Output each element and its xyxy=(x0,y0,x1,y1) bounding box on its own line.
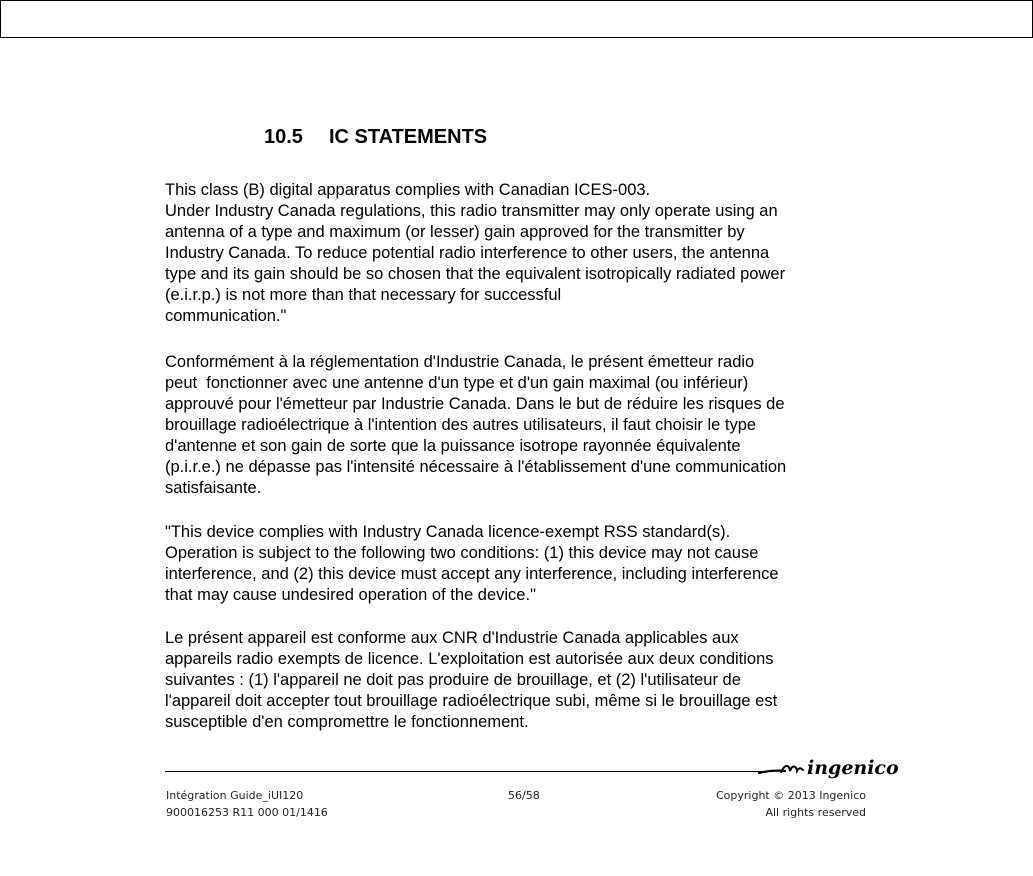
rights-text: All rights reserved xyxy=(765,806,866,819)
ingenico-logo xyxy=(757,754,899,784)
text-line: susceptible d'en compromettre le fonctionnement. xyxy=(165,713,529,731)
text-line: brouillage radioélectrique à l'intention des autres utilisateurs, il faut choisir le type xyxy=(165,416,757,434)
text-line: l'appareil doit accepter tout brouillage radioélectrique subi, même si le brouillage est xyxy=(165,692,778,710)
text-line: "This device complies with Industry Canada licence-exempt RSS standard(s). xyxy=(165,523,731,541)
section-heading xyxy=(264,126,487,149)
footer-doc-title: Intégration Guide_iUI120 xyxy=(166,789,304,802)
paragraph-french-antenna xyxy=(165,352,875,499)
section-title: IC STATEMENTS xyxy=(329,126,488,148)
section-number: 10.5 xyxy=(264,126,303,148)
text-line: Le présent appareil est conforme aux CNR d'Industrie Canada applicables aux xyxy=(165,629,739,647)
text-line: type and its gain should be so chosen that the equivalent isotropically radiated power xyxy=(165,265,786,283)
text-line: satisfaisante. xyxy=(165,479,262,497)
text-line: appareils radio exempts de licence. L'exploitation est autorisée aux deux conditions xyxy=(165,650,774,668)
top-frame-bar xyxy=(0,0,1033,38)
text-line: Conformément à la réglementation d'Industrie Canada, le présent émetteur radio xyxy=(165,353,755,371)
text-line: Under Industry Canada regulations, this radio transmitter may only operate using an xyxy=(165,202,778,220)
text-line: that may cause undesired operation of the device." xyxy=(165,586,536,604)
text-line: Industry Canada. To reduce potential radio interference to other users, the antenna xyxy=(165,244,770,262)
text-line: communication." xyxy=(165,307,287,325)
paragraph-ices-statement xyxy=(165,180,875,327)
text-line: antenna of a type and maximum (or lesser) gain approved for the transmitter by xyxy=(165,223,745,241)
text-line: approuvé pour l'émetteur par Industrie Canada. Dans le but de réduire les risques de xyxy=(165,395,785,413)
text-line: This class (B) digital apparatus complies with Canadian ICES-003. xyxy=(165,181,651,199)
text-line: (e.i.r.p.) is not more than that necessary for successful xyxy=(165,286,562,304)
footer-copyright xyxy=(716,787,866,821)
text-line: (p.i.r.e.) ne dépasse pas l'intensité nécessaire à l'établissement d'une communication xyxy=(165,458,787,476)
footer-doc-info xyxy=(166,787,328,821)
footer-divider xyxy=(165,771,763,772)
text-line: Operation is subject to the following two conditions: (1) this device may not cause xyxy=(165,544,759,562)
text-line: peut fonctionner avec une antenne d'un type et d'un gain maximal (ou inférieur) xyxy=(165,374,749,392)
page-number: 56/58 xyxy=(508,789,540,802)
footer-page-number xyxy=(508,787,540,804)
copyright-text: Copyright © 2013 Ingenico xyxy=(715,789,866,802)
text-line: suivantes : (1) l'appareil ne doit pas produire de brouillage, et (2) l'utilisateur de xyxy=(165,671,741,689)
footer-doc-ref: 900016253 R11 000 01/1416 xyxy=(166,806,328,819)
text-line: interference, and (2) this device must accept any interference, including interference xyxy=(165,565,779,583)
text-line: d'antenne et son gain de sorte que la puissance isotrope rayonnée équivalente xyxy=(165,437,741,455)
paragraph-french-cnr xyxy=(165,628,875,733)
paragraph-rss-compliance xyxy=(165,522,875,606)
logo-wordmark: ingenico xyxy=(807,757,899,779)
